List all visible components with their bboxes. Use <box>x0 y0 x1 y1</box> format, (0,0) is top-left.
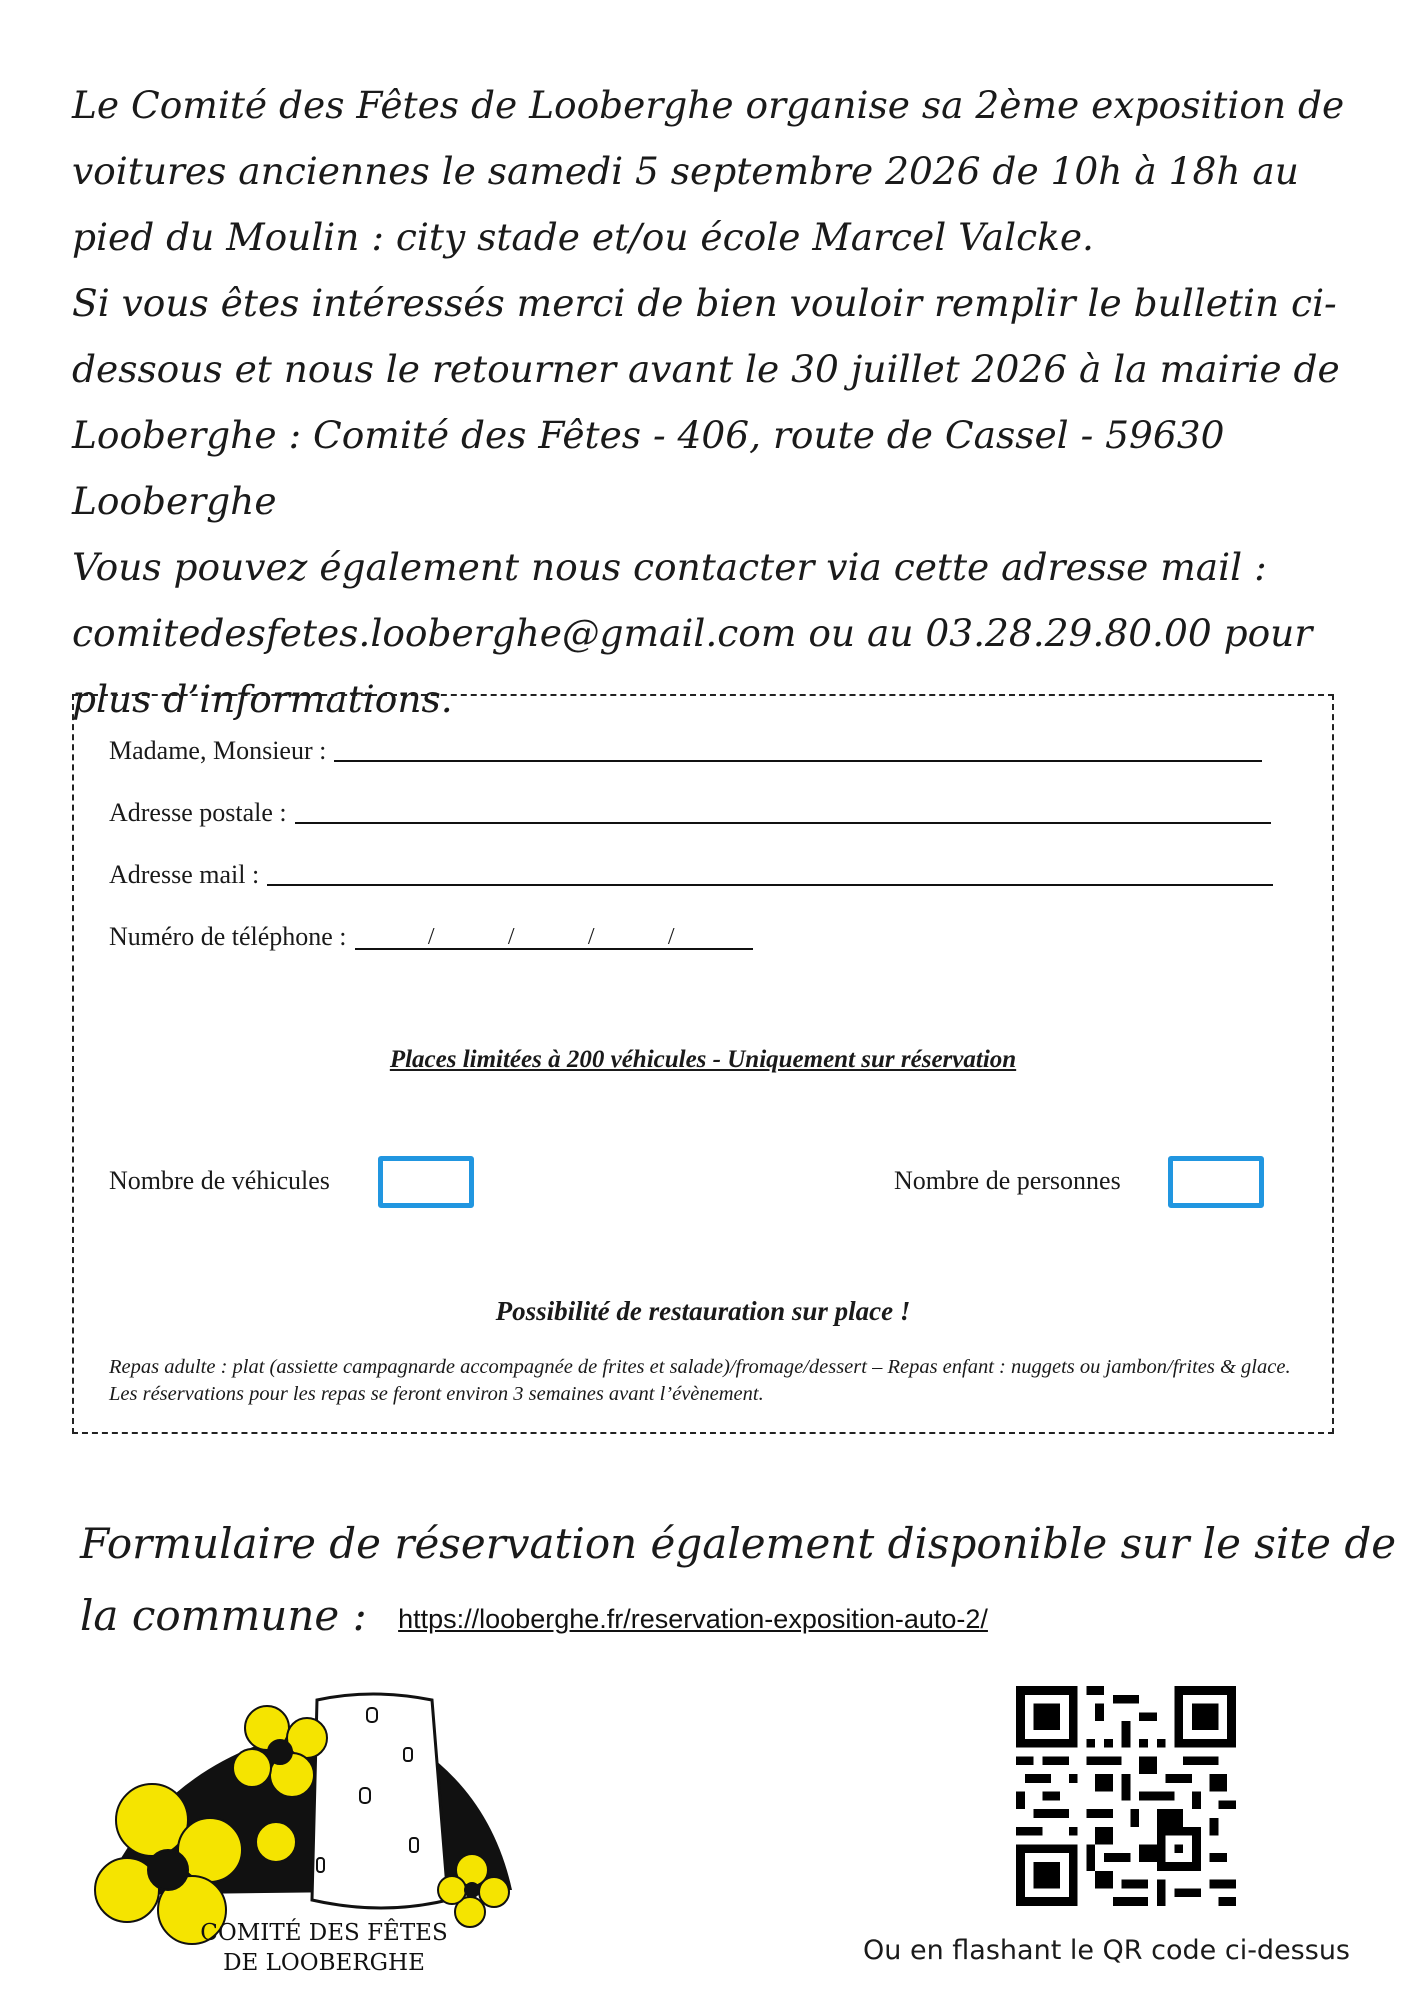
logo-line-2: DE LOOBERGHE <box>223 1950 425 1976</box>
persons-label: Nombre de personnes <box>894 1166 1121 1195</box>
registration-form <box>72 694 1334 1434</box>
phone-last-segment <box>675 926 753 950</box>
qr-caption: Ou en flashant le QR code ci-dessus <box>863 1935 1350 1966</box>
qr-code[interactable] <box>1016 1686 1236 1906</box>
online-form-notice <box>80 1508 1414 1655</box>
phone-field[interactable] <box>109 922 753 952</box>
phone-separator: / <box>595 926 675 950</box>
phone-separator: / <box>355 926 435 950</box>
intro-paragraph-event: Le Comité des Fêtes de Looberghe organise sa 2ème exposition de voitures anciennes le samedi 5 septembre 2026 de 10h à 18h au pied du Moulin : city stade et/ou école Marcel Valcke. <box>72 83 1345 259</box>
name-field[interactable] <box>109 736 1262 766</box>
phone-separator: / <box>435 926 515 950</box>
address-field[interactable] <box>109 798 1271 828</box>
online-form-text: Formulaire de réservation également disponible sur le site de la commune : <box>80 1519 1397 1640</box>
logo-line-1: COMITÉ DES FÊTES <box>200 1920 448 1946</box>
persons-count-box[interactable] <box>1168 1156 1264 1208</box>
vehicles-count-box[interactable] <box>378 1156 474 1208</box>
email-label: Adresse mail : <box>109 860 260 889</box>
meals-description: Repas adulte : plat (assiette campagnarde accompagnée de frites et salade)/fromage/dessert – Repas enfant : nuggets ou jambon/frites & glace. Les réservations pour les repas se feront environ 3 semaines avant l’évènement. <box>109 1356 1291 1405</box>
intro-paragraph-instructions: Si vous êtes intéressés merci de bien vouloir remplir le bulletin ci-dessous et nous le retourner avant le 30 juillet 2026 à la mairie de Looberghe : Comité des Fêtes - 406, route de Cassel - 59630 Looberghe <box>72 281 1340 523</box>
comite-logo <box>92 1680 532 1980</box>
intro-text <box>72 72 1362 732</box>
reservation-link[interactable]: https://looberghe.fr/reservation-exposition-auto-2/ <box>398 1604 988 1634</box>
name-input-line[interactable] <box>334 759 1262 762</box>
vehicles-label: Nombre de véhicules <box>109 1166 330 1195</box>
address-input-line[interactable] <box>295 821 1271 824</box>
name-label: Madame, Monsieur : <box>109 736 327 765</box>
intro-paragraph-contact: Vous pouvez également nous contacter via cette adresse mail : comitedesfetes.looberghe@gmail.com ou au 03.28.29.80.00 pour plus d’informations. <box>72 545 1313 721</box>
places-notice: Places limitées à 200 véhicules - Uniquement sur réservation <box>389 1046 1017 1073</box>
phone-input-line[interactable] <box>355 926 753 950</box>
email-input-line[interactable] <box>267 883 1273 886</box>
restauration-notice: Possibilité de restauration sur place ! <box>495 1296 911 1326</box>
phone-separator: / <box>515 926 595 950</box>
address-label: Adresse postale : <box>109 798 287 827</box>
email-field[interactable] <box>109 860 1273 890</box>
phone-label: Numéro de téléphone : <box>109 922 347 951</box>
